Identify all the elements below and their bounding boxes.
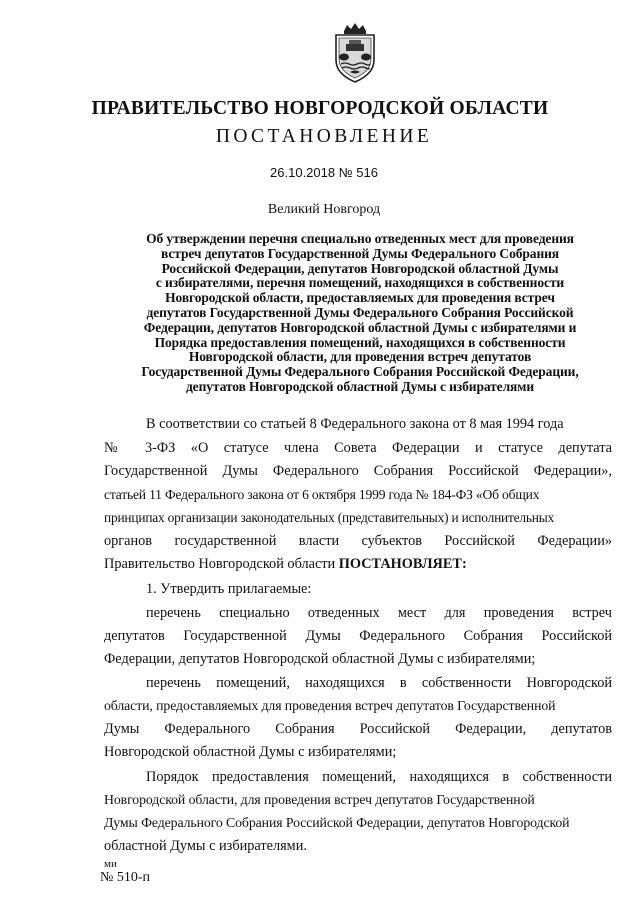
list-item-line: Федерации, депутатов Новгородской областной Думы с избирателями;: [104, 651, 536, 667]
list-item-line: Думы Федерального Собрания Российской Федерации, депутатов: [104, 721, 612, 737]
subject-line: с избирателями, перечня помещений, находящихся в собственности: [155, 275, 565, 291]
document-city: Великий Новгород: [267, 202, 381, 217]
subject-line: Российской Федерации, депутатов Новгородской областной Думы: [161, 260, 559, 276]
document-subject: [100, 232, 620, 395]
subject-line: Федерации, депутатов Новгородской областной Думы с избирателями и: [143, 319, 577, 335]
paragraph-line: статьей 11 Федерального закона от 6 октября 1999 года № 184-ФЗ «Об общих: [104, 487, 540, 502]
subject-line: встреч депутатов Государственной Думы Федерального Собрания: [161, 245, 559, 261]
enacting-word: ПОСТАНОВЛЯЕТ:: [338, 556, 467, 572]
list-item-line: областной Думы с избирателями.: [104, 838, 307, 854]
enacting-body: Правительство Новгородской области: [104, 556, 339, 572]
subject-line: депутатов Новгородской областной Думы с избирателями: [185, 378, 535, 394]
document-date-number: 26.10.2018 № 516: [270, 165, 378, 180]
paragraph-line: принципах организации законодательных (представительных) и исполнительных: [104, 510, 555, 525]
paragraph-line: Государственной Думы Федерального Собрания Российской Федерации»,: [104, 463, 612, 479]
subject-line: Государственной Думы Федерального Собрания Российской Федерации,: [141, 364, 579, 380]
item-1: 1. Утвердить прилагаемые:: [146, 581, 312, 597]
list-item-line: перечень специально отведенных мест для проведения встреч: [146, 605, 612, 621]
subject-line: Новгородской области, предоставляемых для проведения встреч: [165, 290, 555, 306]
subject-line: Об утверждении перечня специально отведенных мест для проведения: [146, 231, 574, 246]
footer-document-number: № 510-п: [100, 870, 151, 885]
list-item-line: Новгородской области, для проведения встреч депутатов Государственной: [104, 792, 535, 807]
subject-line: Порядка предоставления помещений, находящихся в собственности: [154, 334, 566, 350]
list-item-line: депутатов Государственной Думы Федерального Собрания Российской: [104, 628, 612, 644]
list-item-line: Порядок предоставления помещений, находящихся в собственности: [146, 769, 612, 785]
footer-initials: ми: [104, 858, 117, 870]
list-item-line: Новгородской областной Думы с избирателями;: [104, 744, 397, 760]
paragraph-line: органов государственной власти субъектов Российской Федерации»: [104, 533, 612, 549]
subject-line: депутатов Государственной Думы Федерального Собрания Российской: [146, 304, 574, 320]
organization-title: ПРАВИТЕЛЬСТВО НОВГОРОДСКОЙ ОБЛАСТИ: [91, 98, 549, 119]
document-type: ПОСТАНОВЛЕНИЕ: [215, 126, 433, 147]
subject-line: Новгородской области, для проведения встреч депутатов: [188, 349, 532, 365]
paragraph-line: № 3-ФЗ «О статусе члена Совета Федерации и статусе депутата: [104, 440, 612, 456]
paragraph-line: В соответствии со статьей 8 Федерального закона от 8 мая 1994 года: [146, 416, 564, 432]
list-item-line: перечень помещений, находящихся в собственности Новгородской: [146, 675, 612, 691]
paragraph-line-last: [104, 555, 612, 573]
novgorod-coat-of-arms-icon: [330, 22, 380, 84]
list-item-line: Думы Федерального Собрания Российской Федерации, депутатов Новгородской: [104, 815, 570, 830]
list-item-line: области, предоставляемых для проведения встреч депутатов Государственной: [104, 698, 556, 713]
